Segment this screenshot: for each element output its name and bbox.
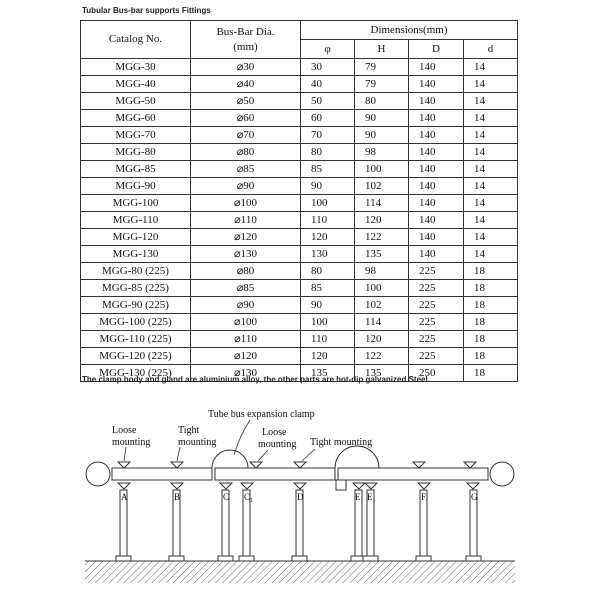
phi-cell: 110 (301, 212, 355, 229)
phi-cell: 50 (301, 93, 355, 110)
h-cell: 100 (355, 161, 409, 178)
header-catalog: Catalog No. (81, 21, 191, 59)
d-lower-cell: 18 (464, 348, 518, 365)
d-lower-cell: 18 (464, 365, 518, 382)
diameter-cell: ⌀130 (191, 246, 301, 263)
diameter-cell: ⌀80 (191, 144, 301, 161)
header-h: H (355, 40, 409, 59)
h-cell: 122 (355, 229, 409, 246)
phi-cell: 85 (301, 161, 355, 178)
d-upper-cell: 140 (409, 246, 464, 263)
catalog-cell: MGG-90 (81, 178, 191, 195)
d-upper-cell: 225 (409, 348, 464, 365)
expansion-joint-box (336, 480, 346, 490)
table-row (81, 144, 518, 161)
table-row (81, 161, 518, 178)
label-loose-1a: Loose (112, 425, 137, 436)
header-d-lower: d (464, 40, 518, 59)
d-upper-cell: 140 (409, 178, 464, 195)
catalog-cell: MGG-110 (81, 212, 191, 229)
d-lower-cell: 14 (464, 212, 518, 229)
diameter-cell: ⌀50 (191, 93, 301, 110)
diameter-cell: ⌀120 (191, 229, 301, 246)
table-row (81, 348, 518, 365)
d-upper-cell: 140 (409, 229, 464, 246)
support-label-g: G (471, 492, 478, 502)
phi-cell: 80 (301, 263, 355, 280)
diameter-cell: ⌀30 (191, 59, 301, 76)
d-upper-cell: 140 (409, 110, 464, 127)
d-lower-cell: 14 (464, 195, 518, 212)
diameter-cell: ⌀120 (191, 348, 301, 365)
d-upper-cell: 140 (409, 76, 464, 93)
support-label-c1: C₁ (244, 492, 254, 502)
tube-end-right (490, 462, 514, 486)
table-row (81, 212, 518, 229)
ground-hatch (85, 561, 515, 583)
catalog-cell: MGG-100 (81, 195, 191, 212)
table-row (81, 263, 518, 280)
d-lower-cell: 18 (464, 314, 518, 331)
header-diameter (191, 21, 301, 59)
phi-cell: 40 (301, 76, 355, 93)
diameter-cell: ⌀85 (191, 280, 301, 297)
support-label-f: F (421, 492, 427, 502)
phi-cell: 110 (301, 331, 355, 348)
d-lower-cell: 18 (464, 331, 518, 348)
label-loose-1b: mounting (112, 437, 151, 448)
d-lower-cell: 14 (464, 110, 518, 127)
header-d-upper: D (409, 40, 464, 59)
d-upper-cell: 225 (409, 297, 464, 314)
h-cell: 79 (355, 76, 409, 93)
phi-cell: 100 (301, 195, 355, 212)
diameter-cell: ⌀110 (191, 331, 301, 348)
support-label-e1: E₁ (367, 492, 376, 502)
tube-end-left (86, 462, 110, 486)
phi-cell: 90 (301, 297, 355, 314)
d-lower-cell: 14 (464, 229, 518, 246)
h-cell: 102 (355, 178, 409, 195)
h-cell: 102 (355, 297, 409, 314)
expansion-clamp-2 (335, 446, 379, 468)
table-row (81, 314, 518, 331)
header-diameter-label: Bus-Bar Dia. (216, 25, 275, 38)
h-cell: 135 (355, 246, 409, 263)
spec-table (80, 20, 518, 382)
catalog-cell: MGG-130 (81, 246, 191, 263)
table-row (81, 59, 518, 76)
h-cell: 120 (355, 212, 409, 229)
table-row (81, 195, 518, 212)
h-cell: 120 (355, 331, 409, 348)
h-cell: 80 (355, 93, 409, 110)
diameter-cell: ⌀70 (191, 127, 301, 144)
phi-cell: 90 (301, 178, 355, 195)
catalog-cell: MGG-120 (225) (81, 348, 191, 365)
d-upper-cell: 140 (409, 127, 464, 144)
d-upper-cell: 250 (409, 365, 464, 382)
d-upper-cell: 225 (409, 314, 464, 331)
header-phi: φ (301, 40, 355, 59)
support-label-a: A (121, 492, 128, 502)
phi-cell: 135 (301, 365, 355, 382)
h-cell: 135 (355, 365, 409, 382)
d-lower-cell: 14 (464, 93, 518, 110)
catalog-cell: MGG-130 (225) (81, 365, 191, 382)
phi-cell: 80 (301, 144, 355, 161)
h-cell: 114 (355, 314, 409, 331)
catalog-cell: MGG-80 (225) (81, 263, 191, 280)
table-row (81, 246, 518, 263)
d-upper-cell: 225 (409, 331, 464, 348)
label-loose-2b: mounting (258, 439, 297, 450)
diameter-cell: ⌀90 (191, 178, 301, 195)
d-lower-cell: 14 (464, 178, 518, 195)
table-row (81, 178, 518, 195)
material-note: The clamp body and gland are aluminium alloy, the other parts are hot-dip galvanized Steel. (82, 375, 430, 384)
d-upper-cell: 225 (409, 280, 464, 297)
label-expansion-clamp: Tube bus expansion clamp (208, 409, 315, 420)
phi-cell: 85 (301, 280, 355, 297)
phi-cell: 120 (301, 348, 355, 365)
h-cell: 98 (355, 144, 409, 161)
catalog-cell: MGG-100 (225) (81, 314, 191, 331)
table-row (81, 331, 518, 348)
d-lower-cell: 14 (464, 144, 518, 161)
spec-table-body (81, 59, 518, 382)
d-upper-cell: 140 (409, 212, 464, 229)
table-row (81, 297, 518, 314)
support-label-b: B (174, 492, 181, 502)
bus-tube (112, 468, 488, 480)
d-lower-cell: 14 (464, 59, 518, 76)
h-cell: 114 (355, 195, 409, 212)
catalog-cell: MGG-85 (81, 161, 191, 178)
d-upper-cell: 140 (409, 144, 464, 161)
expansion-clamp-1 (212, 450, 248, 468)
table-row (81, 110, 518, 127)
support-label-e: E (355, 492, 361, 502)
catalog-cell: MGG-50 (81, 93, 191, 110)
table-row (81, 127, 518, 144)
h-cell: 98 (355, 263, 409, 280)
catalog-cell: MGG-85 (225) (81, 280, 191, 297)
header-diameter-unit: (mm) (233, 40, 258, 53)
h-cell: 122 (355, 348, 409, 365)
catalog-cell: MGG-30 (81, 59, 191, 76)
table-row (81, 93, 518, 110)
table-row (81, 76, 518, 93)
catalog-cell: MGG-90 (225) (81, 297, 191, 314)
label-tight-1b: mounting (178, 437, 217, 448)
d-upper-cell: 140 (409, 93, 464, 110)
support-label-c: C (223, 492, 230, 502)
phi-cell: 100 (301, 314, 355, 331)
d-lower-cell: 18 (464, 280, 518, 297)
table-row (81, 229, 518, 246)
phi-cell: 70 (301, 127, 355, 144)
table-row (81, 280, 518, 297)
phi-cell: 120 (301, 229, 355, 246)
d-upper-cell: 140 (409, 161, 464, 178)
catalog-cell: MGG-120 (81, 229, 191, 246)
phi-cell: 30 (301, 59, 355, 76)
d-lower-cell: 18 (464, 297, 518, 314)
catalog-cell: MGG-60 (81, 110, 191, 127)
label-tight-2: Tight mounting (310, 437, 373, 448)
d-upper-cell: 140 (409, 195, 464, 212)
diameter-cell: ⌀60 (191, 110, 301, 127)
diameter-cell: ⌀100 (191, 195, 301, 212)
diameter-cell: ⌀100 (191, 314, 301, 331)
h-cell: 100 (355, 280, 409, 297)
diameter-cell: ⌀110 (191, 212, 301, 229)
label-loose-2a: Loose (262, 427, 287, 438)
d-upper-cell: 140 (409, 59, 464, 76)
diameter-cell: ⌀80 (191, 263, 301, 280)
diameter-cell: ⌀90 (191, 297, 301, 314)
mounting-diagram (0, 395, 600, 600)
phi-cell: 130 (301, 246, 355, 263)
catalog-cell: MGG-80 (81, 144, 191, 161)
header-dimensions: Dimensions(mm) (301, 21, 518, 40)
label-tight-1a: Tight (178, 425, 200, 436)
catalog-cell: MGG-40 (81, 76, 191, 93)
h-cell: 90 (355, 110, 409, 127)
diameter-cell: ⌀130 (191, 365, 301, 382)
d-lower-cell: 14 (464, 246, 518, 263)
d-lower-cell: 14 (464, 76, 518, 93)
phi-cell: 60 (301, 110, 355, 127)
h-cell: 90 (355, 127, 409, 144)
diameter-cell: ⌀40 (191, 76, 301, 93)
diameter-cell: ⌀85 (191, 161, 301, 178)
d-lower-cell: 14 (464, 127, 518, 144)
page-title: Tubular Bus-bar supports Fittings (82, 6, 211, 15)
catalog-cell: MGG-110 (225) (81, 331, 191, 348)
d-lower-cell: 14 (464, 161, 518, 178)
catalog-cell: MGG-70 (81, 127, 191, 144)
h-cell: 79 (355, 59, 409, 76)
d-lower-cell: 18 (464, 263, 518, 280)
support-label-d: D (297, 492, 304, 502)
d-upper-cell: 225 (409, 263, 464, 280)
